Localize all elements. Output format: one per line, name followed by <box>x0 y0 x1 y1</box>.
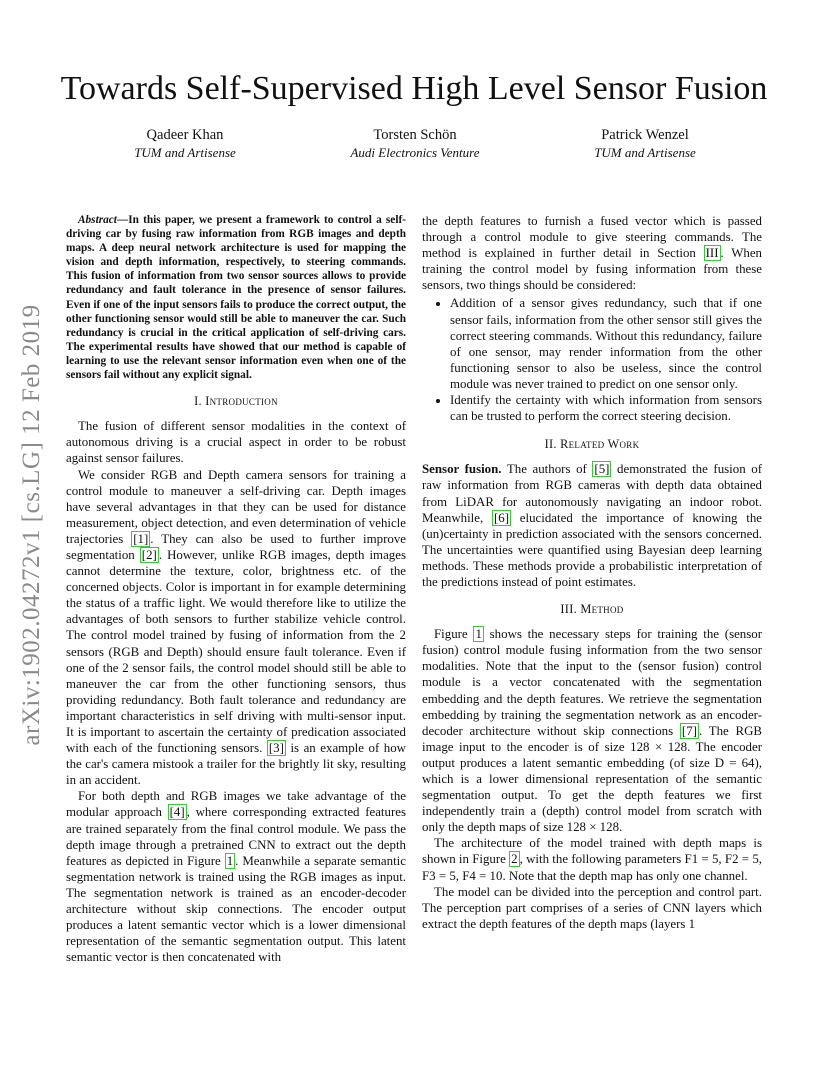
section-heading-method: III. Method <box>560 602 624 617</box>
method-paragraph-1: Figure 1 shows the necessary steps for training the (sensor fusion) control module fusing information from the two sensor modalities. Note that the input to the (sensor fusion) control module is a vector concatenated with the segmentation embedding and the depth features. We retrieve the segmentation embedding by training the segmentation network as an encoder-decoder architecture without skip connections [7] . The RGB image input to the encoder is of size 128 × 128. The encoder output produces a latent semantic embedding (of size D = 64), which is a lower dimensional representation of the semantic segmentation output. To get the depth features we first independently train a (depth) control model from scratch with only the depth maps of size 128 × 128. <box>422 627 763 835</box>
intro-paragraph-3: For both depth and RGB images we take advantage of the modular approach [4] , where corresponding extracted features are trained separately from the final control module. We pass the depth image through a pretrained CNN to extract out the depth features as depicted in Figure 1 . Meanwhile a separate semantic segmentation network is trained using the RGB images as input. The segmentation network is trained as an encoder-decoder architecture without skip connections. The encoder output produces a latent semantic vector which is a lower dimensional representation of the semantic segmentation output. This latent semantic vector is then concatenated with <box>66 789 406 965</box>
considerations-list <box>422 295 762 424</box>
method-paragraph-2: The architecture of the model trained with depth maps is shown in Figure 2 , with the following parameters F1 = 5, F2 = 5, F3 = 5, F4 = 10. Note that the depth map has only one channel. <box>422 836 763 883</box>
left-column <box>66 213 406 965</box>
intro-continuation: the depth features to furnish a fused vector which is passed through a control module to give steering commands. The method is explained in further detail in Section III . When training the control model by fusing information from these sensors, two things should be considered: <box>422 214 762 293</box>
author-2 <box>300 126 530 161</box>
citation-link[interactable]: [6] <box>494 510 510 525</box>
author-1 <box>70 126 300 161</box>
citation-link[interactable]: [3] <box>268 741 284 756</box>
abstract-text: —In this paper, we present a framework to control a self-driving car by fusing raw information from RGB images and depth maps. A deep neural network architecture is used for mapping the vision and depth information, respectively, to steering commands. This fusion of information from two sensor sources allows to provide redundancy and fault tolerance in the presence of sensor failures. Even if one of the input sensors fails to produce the correct output, the other functioning sensor would still be able to maneuver the car. Such redundancy is crucial in the critical application of self-driving cars. The experimental results have showed that our method is capable of learning to use the relevant sensor information even when one of the sensors fail without any explicit signal. <box>66 214 406 382</box>
figure-link[interactable]: 1 <box>226 853 234 868</box>
intro-paragraph-2: We consider RGB and Depth camera sensors for training a control module to maneuver a self-driving car. Depth images have several advantages in that they can be used for distance measurement, object detection, and even determination of vehicle trajectories [1] . They can also be used to further improve segmentation [2] . However, unlike RGB images, depth images cannot determine the texture, color, brightness etc. of the concerned objects. Color is important in for example determining the status of a traffic light. We would therefore like to utilize the advantages of both sensors to further stabilize vehicle control. The control model trained by fusing of information from the 2 sensors (RGB and Depth) should ensure fault tolerance. Even if one of the 2 sensor fails, the control model should still be able to maneuver the car from the other functioning sensors, thus providing redundancy. Both fault tolerance and redundancy are important characteristics in self driving with multi-sensor input. It is important to ascertain the certainty of predication associated with each of the functioning sensors. [3] is an example of how the car's camera mistook a trailer for the brightly lit sky, resulting in an accident. <box>66 467 406 788</box>
citation-link[interactable]: [7] <box>681 723 697 738</box>
author-affiliation: Audi Electronics Venture <box>350 145 480 160</box>
section-link[interactable]: III <box>705 246 719 261</box>
related-work-paragraph: Sensor fusion. The authors of [5] demonstrated the fusion of raw information from RGB cameras with depth data obtained from LiDAR for autonomously navigating an indoor robot. Meanwhile, [6] elucidated the importance of knowing the (un)certainty in prediction associated with the sensors concerned. The uncertainties were quantified using Bayesian deep learning methods. These methods provide a probabilistic interpretation of the predictions instead of point estimates. <box>422 462 763 589</box>
figure-link[interactable]: 2 <box>511 852 518 867</box>
right-column <box>422 213 762 932</box>
citation-link[interactable]: [2] <box>141 547 157 562</box>
arxiv-stamp: arXiv:1902.04272v1 [cs.LG] 12 Feb 2019 <box>18 304 45 746</box>
intro-paragraph-1: The fusion of different sensor modalities in the context of autonomous driving is a crucial aspect in order to be robust against sensor failures. <box>66 419 406 466</box>
author-name: Qadeer Khan <box>146 127 224 143</box>
figure-link[interactable]: 1 <box>475 627 482 642</box>
citation-link[interactable]: [4] <box>169 805 185 820</box>
author-name: Torsten Schön <box>373 127 457 143</box>
author-block <box>70 126 760 161</box>
citation-link[interactable]: [1] <box>133 531 149 546</box>
method-paragraph-3: The model can be divided into the perception and control part. The perception part comprises of a series of CNN layers which extract the depth features of the depth maps (layers 1 <box>422 884 762 931</box>
author-3 <box>530 126 760 161</box>
section-heading-related-work: II. Related Work <box>544 437 640 452</box>
author-affiliation: TUM and Artisense <box>134 145 236 160</box>
section-heading-introduction: I. Introduction <box>194 394 278 409</box>
abstract <box>66 213 406 382</box>
author-name: Patrick Wenzel <box>601 127 689 143</box>
author-affiliation: TUM and Artisense <box>594 145 696 160</box>
list-item: • Identify the certainty with which information from sensors can be trusted to perform the correct steering decision. <box>450 392 762 424</box>
runin-heading: Sensor fusion. <box>422 462 502 477</box>
abstract-label: Abstract <box>78 214 117 226</box>
paper-title: Towards Self-Supervised High Level Sensor Fusion <box>60 70 768 107</box>
citation-link[interactable]: [5] <box>594 462 610 477</box>
list-item: • Addition of a sensor gives redundancy, such that if one sensor fails, information from the other sensor still gives the correct steering commands. Without this redundancy, failure of one sensor, may render information from the other functioning sensor to also be useless, since the control module was never trained to predict on one sensor only. <box>450 295 762 392</box>
